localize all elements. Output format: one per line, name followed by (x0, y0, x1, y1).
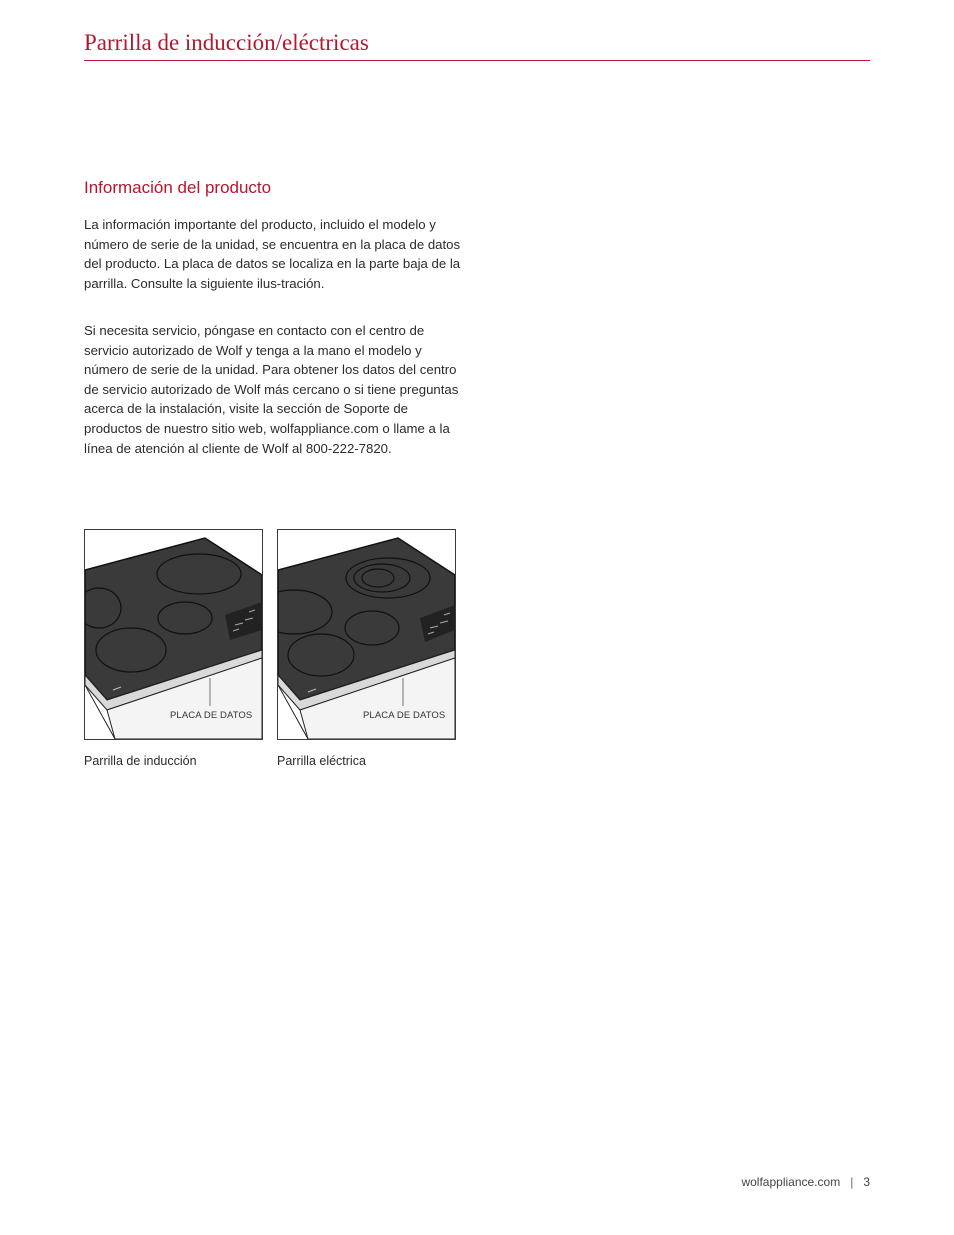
induction-cooktop-illustration (84, 529, 263, 740)
footer-site-link[interactable]: wolfappliance.com (741, 1175, 841, 1189)
page-footer (741, 1175, 870, 1189)
section-heading: Información del producto (84, 178, 272, 197)
title-divider (84, 60, 870, 61)
intro-paragraph: La información importante del producto, incluido el modelo y número de serie de la unidad, se encuentra en la placa de datos del producto. La placa de datos se localiza en la parte baja de la parrilla. Consulte la siguiente ilus-tración. (84, 217, 461, 291)
data-plate-label: PLACA DE DATOS (363, 710, 446, 721)
induction-caption: Parrilla de inducción (84, 754, 197, 768)
footer-separator: | (850, 1175, 854, 1189)
induction-cooktop-drawing (85, 530, 262, 739)
page-title: Parrilla de inducción/eléctricas (84, 30, 369, 55)
page-number: 3 (863, 1175, 870, 1189)
data-plate-label: PLACA DE DATOS (170, 710, 253, 721)
service-paragraph: Si necesita servicio, póngase en contacto con el centro de servicio autorizado de Wolf y tenga a la mano el modelo y número de serie de la unidad. Para obtener los datos del centro de servicio autorizado de Wolf más cercano o si tiene preguntas acerca de la instalación, visite la sección de Soporte de productos de nuestro sitio web, wolfappliance.com o llame a la línea de atención al cliente de Wolf al 800-222-7820. (84, 323, 459, 456)
electric-cooktop-illustration (277, 529, 456, 740)
electric-cooktop-drawing (278, 530, 455, 739)
electric-caption: Parrilla eléctrica (277, 754, 366, 768)
